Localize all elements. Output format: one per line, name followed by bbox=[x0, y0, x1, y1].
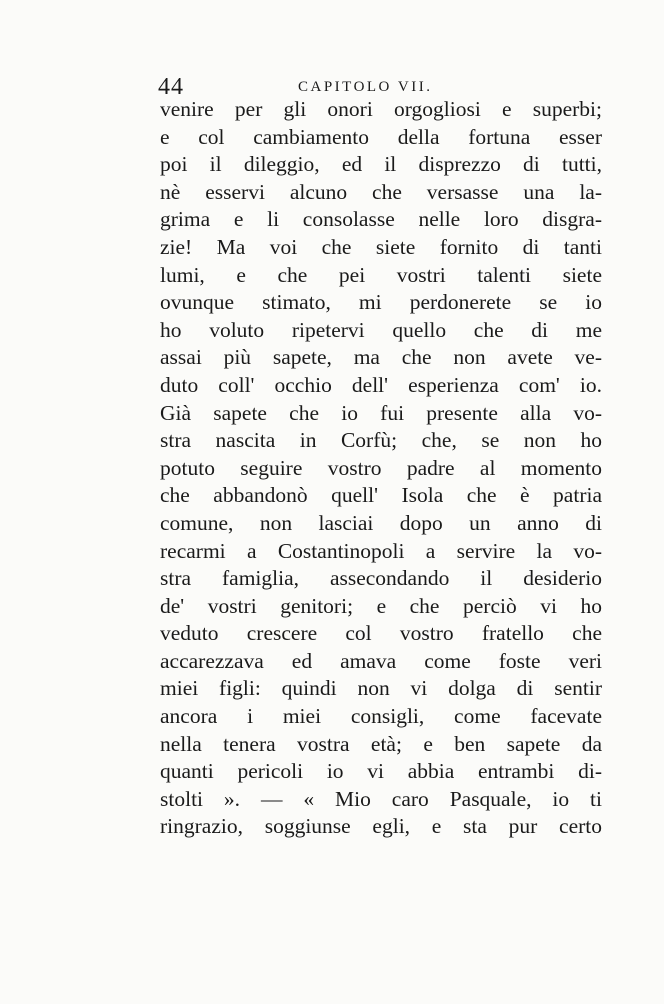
text-line-content: de' vostri genitori; e che perciò vi ho bbox=[160, 593, 602, 618]
text-line-content: potuto seguire vostro padre al momento bbox=[160, 455, 602, 480]
text-line bbox=[160, 813, 602, 841]
text-line bbox=[160, 234, 602, 262]
text-line-content: e col cambiamento della fortuna esser bbox=[160, 124, 602, 149]
text-line-content: duto coll' occhio dell' esperienza com' io. bbox=[160, 372, 602, 397]
text-line bbox=[160, 648, 602, 676]
text-line bbox=[160, 703, 602, 731]
text-line-content: stolti ». — « Mio caro Pasquale, io ti bbox=[160, 786, 602, 811]
text-line bbox=[160, 731, 602, 759]
text-line-content: Già sapete che io fui presente alla vo- bbox=[160, 400, 602, 425]
text-line bbox=[160, 317, 602, 345]
page-number: 44 bbox=[158, 74, 184, 100]
text-line-content: poi il dileggio, ed il disprezzo di tutti, bbox=[160, 152, 602, 177]
text-line bbox=[160, 593, 602, 621]
text-line-content: zie! Ma voi che siete fornito di tanti bbox=[160, 234, 602, 259]
text-line-content: recarmi a Costantinopoli a servire la vo- bbox=[160, 538, 602, 563]
text-line bbox=[160, 620, 602, 648]
text-line-content: venire per gli onori orgogliosi e superbi; bbox=[160, 97, 602, 121]
text-line-content: nè esservi alcuno che versasse una la- bbox=[160, 179, 602, 204]
text-line bbox=[160, 262, 602, 290]
text-line-content: lumi, e che pei vostri talenti siete bbox=[160, 262, 602, 287]
text-line-content: ringrazio, soggiunse egli, e sta pur certo bbox=[160, 814, 602, 839]
text-line bbox=[160, 455, 602, 483]
text-line-content: veduto crescere col vostro fratello che bbox=[160, 621, 602, 646]
text-line bbox=[160, 372, 602, 400]
text-line-content: stra famiglia, assecondando il desiderio bbox=[160, 566, 602, 591]
text-line bbox=[160, 675, 602, 703]
body-text bbox=[160, 96, 602, 841]
text-line bbox=[160, 427, 602, 455]
text-line bbox=[160, 179, 602, 207]
text-line-content: che abbandonò quell' Isola che è patria bbox=[160, 483, 602, 508]
text-line bbox=[160, 400, 602, 428]
text-line-content: quanti pericoli io vi abbia entrambi di- bbox=[160, 759, 602, 784]
text-line bbox=[160, 151, 602, 179]
text-line-content: miei figli: quindi non vi dolga di sentir bbox=[160, 676, 602, 701]
text-line bbox=[160, 510, 602, 538]
text-line-content: ovunque stimato, mi perdonerete se io bbox=[160, 290, 602, 315]
text-line bbox=[160, 482, 602, 510]
text-line bbox=[160, 344, 602, 372]
text-line bbox=[160, 289, 602, 317]
running-head: CAPITOLO VII. bbox=[298, 79, 433, 95]
text-line bbox=[160, 538, 602, 566]
text-line-content: accarezzava ed amava come foste veri bbox=[160, 648, 602, 673]
text-line-content: grima e li consolasse nelle loro disgra- bbox=[160, 207, 602, 232]
text-line bbox=[160, 96, 602, 124]
text-line-content: comune, non lasciai dopo un anno di bbox=[160, 510, 602, 535]
text-line bbox=[160, 124, 602, 152]
text-line bbox=[160, 758, 602, 786]
text-line-content: ho voluto ripetervi quello che di me bbox=[160, 317, 602, 342]
text-line bbox=[160, 565, 602, 593]
text-line-content: assai più sapete, ma che non avete ve- bbox=[160, 345, 602, 370]
text-line-content: nella tenera vostra età; e ben sapete da bbox=[160, 731, 602, 756]
text-line-content: stra nascita in Corfù; che, se non ho bbox=[160, 428, 602, 453]
text-line-content: ancora i miei consigli, come facevate bbox=[160, 704, 602, 729]
text-line bbox=[160, 786, 602, 814]
text-line bbox=[160, 206, 602, 234]
